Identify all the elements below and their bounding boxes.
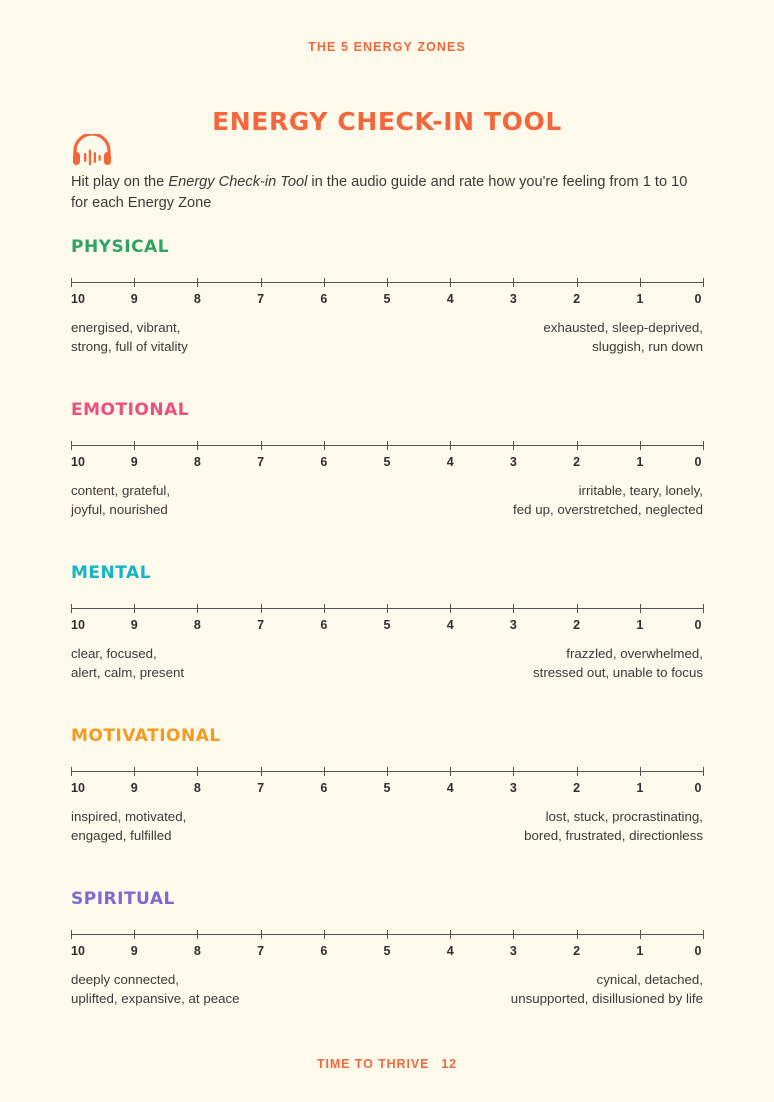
scale-tick[interactable]: [703, 278, 704, 287]
zone-title: EMOTIONAL: [71, 400, 190, 420]
scale-tick-label: 3: [509, 944, 517, 958]
energy-zone-physical: [71, 237, 703, 354]
scale-tick[interactable]: [71, 278, 72, 287]
scale-tick[interactable]: [197, 930, 198, 939]
scale-tick-label: 1: [636, 944, 644, 958]
scale-tick-label: 2: [573, 455, 581, 469]
scale-tick-label: 1: [636, 618, 644, 632]
scale-tick[interactable]: [324, 278, 325, 287]
scale-tick[interactable]: [134, 930, 135, 939]
scale-tick-label: 5: [383, 292, 391, 306]
scale-tick-label: 9: [130, 292, 138, 306]
scale-tick-label: 6: [320, 618, 328, 632]
scale-tick-label: 0: [694, 618, 702, 632]
scale-tick[interactable]: [134, 278, 135, 287]
footer: [0, 1057, 774, 1071]
zone-description-low: frazzled, overwhelmed, stressed out, unable to focus: [532, 646, 703, 680]
scale-tick[interactable]: [577, 930, 578, 939]
scale-tick-label: 1: [636, 781, 644, 795]
scale-tick[interactable]: [513, 767, 514, 776]
page-number: 12: [441, 1057, 458, 1071]
scale-tick[interactable]: [387, 767, 388, 776]
scale-tick[interactable]: [261, 604, 262, 613]
scale-tick-label: 5: [383, 618, 391, 632]
scale-tick-label: 4: [446, 944, 454, 958]
scale-tick[interactable]: [703, 930, 704, 939]
scale-tick-label: 7: [257, 292, 265, 306]
scale-tick[interactable]: [703, 767, 704, 776]
scale-tick-label: 10: [71, 292, 85, 306]
scale-tick[interactable]: [640, 767, 641, 776]
scale-tick-label: 9: [130, 944, 138, 958]
scale-tick[interactable]: [513, 930, 514, 939]
scale-tick-label: 10: [71, 455, 85, 469]
energy-zone-spiritual: [71, 889, 703, 1006]
zone-description-low: exhausted, sleep-deprived, sluggish, run down: [543, 320, 703, 354]
rating-scale[interactable]: [71, 934, 703, 1006]
scale-tick-label: 6: [320, 292, 328, 306]
energy-zone-mental: [71, 563, 703, 680]
scale-tick[interactable]: [261, 930, 262, 939]
scale-tick[interactable]: [450, 604, 451, 613]
scale-tick[interactable]: [261, 767, 262, 776]
scale-tick[interactable]: [197, 278, 198, 287]
intro-emphasis: Energy Check-in Tool: [168, 174, 308, 190]
scale-tick-label: 9: [130, 455, 138, 469]
scale-tick[interactable]: [134, 604, 135, 613]
zone-title: MOTIVATIONAL: [71, 726, 221, 746]
scale-tick-label: 1: [636, 455, 644, 469]
zone-title: SPIRITUAL: [71, 889, 175, 909]
scale-tick[interactable]: [450, 278, 451, 287]
scale-tick[interactable]: [703, 604, 704, 613]
scale-tick-label: 0: [694, 944, 702, 958]
scale-tick-label: 9: [130, 781, 138, 795]
scale-tick[interactable]: [577, 767, 578, 776]
scale-tick-label: 7: [257, 781, 265, 795]
scale-tick-label: 8: [193, 944, 201, 958]
scale-tick[interactable]: [324, 441, 325, 450]
scale-tick-label: 7: [257, 944, 265, 958]
scale-tick-label: 7: [257, 455, 265, 469]
page-title: ENERGY CHECK-IN TOOL: [212, 107, 562, 136]
section-eyebrow: THE 5 ENERGY ZONES: [308, 40, 466, 54]
scale-tick[interactable]: [387, 441, 388, 450]
scale-tick[interactable]: [640, 441, 641, 450]
zone-description-high: content, grateful, joyful, nourished: [71, 483, 171, 517]
scale-tick[interactable]: [324, 604, 325, 613]
scale-tick-label: 1: [636, 292, 644, 306]
scale-tick-label: 6: [320, 944, 328, 958]
scale-tick[interactable]: [577, 441, 578, 450]
scale-tick-label: 0: [694, 781, 702, 795]
scale-tick[interactable]: [71, 604, 72, 613]
scale-tick[interactable]: [261, 441, 262, 450]
rating-scale[interactable]: [71, 445, 703, 517]
scale-tick-label: 9: [130, 618, 138, 632]
zone-description-high: deeply connected, uplifted, expansive, at peace: [71, 972, 240, 1006]
scale-tick[interactable]: [640, 278, 641, 287]
rating-scale[interactable]: [71, 282, 703, 354]
scale-tick-label: 8: [193, 781, 201, 795]
zone-title: PHYSICAL: [71, 237, 170, 257]
scale-tick[interactable]: [640, 604, 641, 613]
scale-tick[interactable]: [577, 604, 578, 613]
scale-tick[interactable]: [577, 278, 578, 287]
scale-tick[interactable]: [387, 930, 388, 939]
zone-description-low: irritable, teary, lonely, fed up, overstretched, neglected: [513, 483, 703, 517]
scale-tick-label: 4: [446, 292, 454, 306]
scale-tick-label: 5: [383, 455, 391, 469]
footer-brand: TIME TO THRIVE: [316, 1057, 430, 1071]
scale-tick[interactable]: [387, 278, 388, 287]
scale-tick-label: 0: [694, 455, 702, 469]
scale-tick[interactable]: [450, 441, 451, 450]
scale-tick-label: 2: [573, 292, 581, 306]
scale-tick[interactable]: [640, 930, 641, 939]
zone-description-high: energised, vibrant, strong, full of vitality: [71, 320, 188, 354]
scale-tick-label: 2: [573, 781, 581, 795]
scale-tick-label: 6: [320, 781, 328, 795]
zone-description-low: lost, stuck, procrastinating, bored, frustrated, directionless: [524, 809, 703, 843]
scale-tick-label: 4: [446, 781, 454, 795]
scale-tick-label: 0: [694, 292, 702, 306]
scale-tick-label: 8: [193, 618, 201, 632]
zone-description-high: inspired, motivated, engaged, fulfilled: [71, 809, 187, 843]
scale-tick[interactable]: [703, 441, 704, 450]
scale-tick-label: 4: [446, 618, 454, 632]
scale-tick[interactable]: [450, 767, 451, 776]
zone-description-low: cynical, detached, unsupported, disillusioned by life: [510, 972, 703, 1006]
scale-tick-label: 3: [509, 618, 517, 632]
energy-zone-motivational: [71, 726, 703, 843]
scale-tick-label: 3: [509, 455, 517, 469]
scale-tick-label: 2: [573, 618, 581, 632]
headphones-icon: [71, 134, 113, 166]
scale-tick-label: 5: [383, 944, 391, 958]
scale-tick[interactable]: [197, 767, 198, 776]
scale-tick[interactable]: [71, 930, 72, 939]
scale-tick[interactable]: [387, 604, 388, 613]
scale-tick[interactable]: [513, 604, 514, 613]
scale-tick-label: 2: [573, 944, 581, 958]
intro-text: [71, 172, 691, 214]
scale-tick[interactable]: [197, 441, 198, 450]
rating-scale[interactable]: [71, 608, 703, 680]
energy-zone-emotional: [71, 400, 703, 517]
scale-tick-label: 8: [193, 292, 201, 306]
intro-before: Hit play on the: [71, 174, 169, 190]
zone-title: MENTAL: [71, 563, 152, 583]
scale-tick[interactable]: [513, 278, 514, 287]
scale-tick[interactable]: [261, 278, 262, 287]
scale-tick[interactable]: [324, 767, 325, 776]
zone-description-high: clear, focused, alert, calm, present: [71, 646, 185, 680]
scale-tick[interactable]: [197, 604, 198, 613]
intro-after: in the audio guide and rate how you're feeling from 1 to 10 for each Energy Zone: [71, 174, 688, 211]
rating-scale[interactable]: [71, 771, 703, 843]
scale-tick[interactable]: [134, 767, 135, 776]
scale-tick-label: 10: [71, 618, 85, 632]
scale-tick-label: 6: [320, 455, 328, 469]
scale-tick-label: 8: [193, 455, 201, 469]
scale-tick-label: 10: [71, 944, 85, 958]
scale-tick-label: 3: [509, 781, 517, 795]
scale-tick[interactable]: [134, 441, 135, 450]
scale-tick-label: 5: [383, 781, 391, 795]
scale-tick[interactable]: [71, 767, 72, 776]
scale-tick-label: 7: [257, 618, 265, 632]
scale-tick[interactable]: [450, 930, 451, 939]
scale-tick[interactable]: [324, 930, 325, 939]
scale-tick-label: 10: [71, 781, 85, 795]
scale-tick[interactable]: [513, 441, 514, 450]
scale-tick-label: 3: [509, 292, 517, 306]
scale-tick-label: 4: [446, 455, 454, 469]
scale-tick[interactable]: [71, 441, 72, 450]
